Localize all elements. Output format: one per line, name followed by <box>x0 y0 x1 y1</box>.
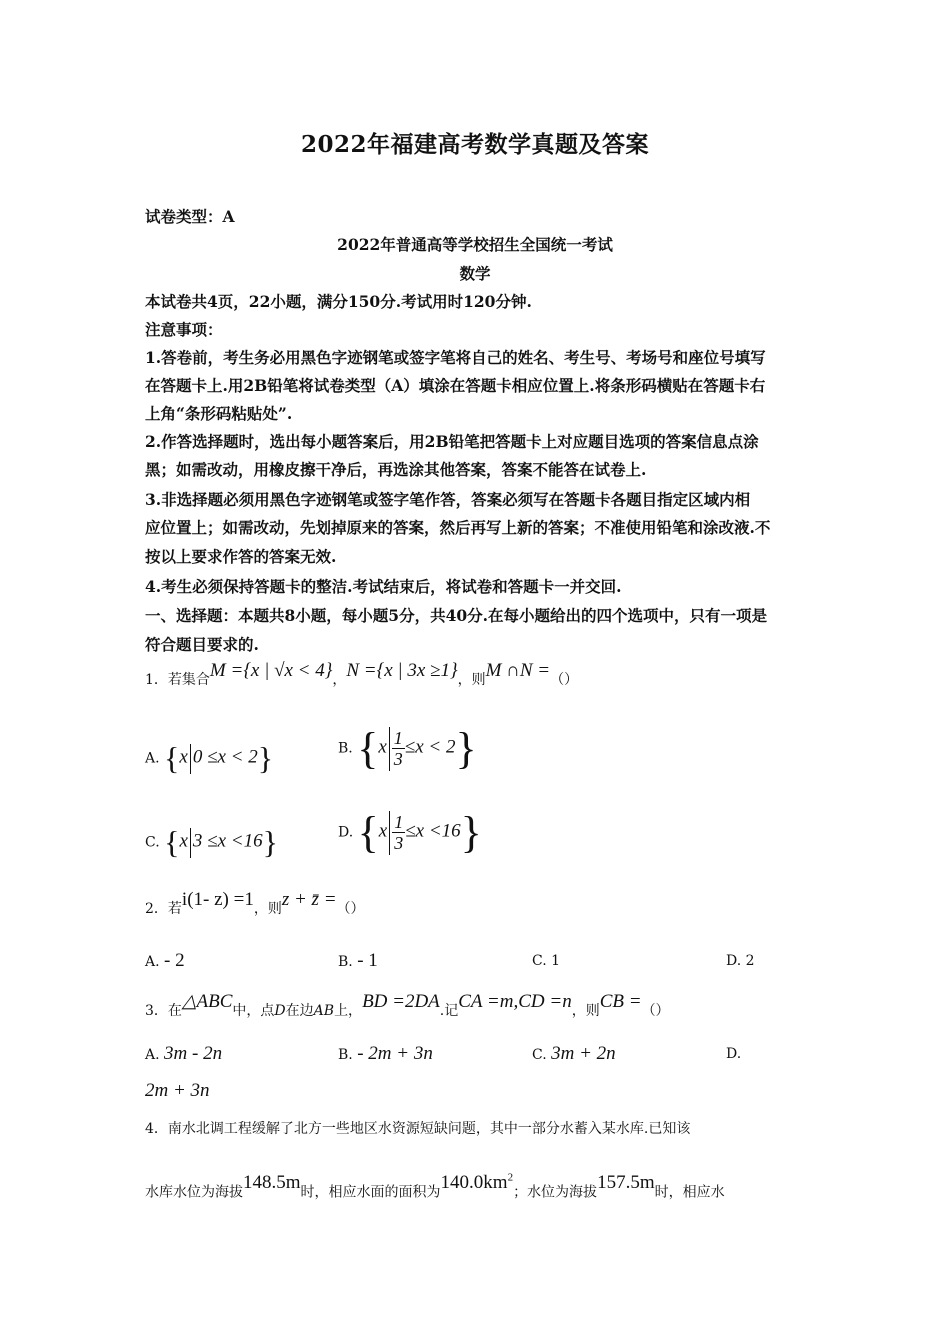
option-value: 2m + 3n <box>145 1080 210 1101</box>
q3-triangle: △ABC <box>181 991 233 1012</box>
option-label: B. <box>338 740 353 757</box>
option-rhs: ≤x <16 <box>405 820 461 842</box>
q3-then: ，则 <box>571 1003 600 1019</box>
q1-option-a: A. {x 0 ≤x < 2} <box>145 740 274 776</box>
q4-value-1: 148.5m <box>243 1172 301 1194</box>
q4-value-2 <box>441 1172 514 1193</box>
q4-value-2-base: 140.0km <box>440 1172 508 1194</box>
option-value: - 2m + 3n <box>357 1043 433 1064</box>
q2-blank: （） <box>336 901 365 917</box>
q3-option-b <box>338 1043 433 1065</box>
q4-text: 时，相应水 <box>654 1184 725 1201</box>
q3-prefix: 3．在 <box>145 1003 182 1019</box>
q2-option-c <box>532 953 560 969</box>
fraction-denominator: 3 <box>394 833 404 853</box>
notice-line: 3.非选择题必须用黑色字迹钢笔或签字笔作答，答案必须写在答题卡各题目指定区域内相 <box>145 490 751 509</box>
q3-blank: （） <box>641 1003 670 1019</box>
q3-option-a <box>145 1043 222 1065</box>
q3-option-d-value <box>145 1080 210 1102</box>
option-label: D. <box>726 953 742 969</box>
option-label: A. <box>145 954 160 970</box>
q1-blank: （） <box>550 672 579 688</box>
option-value: 2 <box>745 953 755 969</box>
q1-expr: M ∩N = <box>485 660 551 681</box>
q3-cond: BD =2DA <box>362 991 440 1012</box>
notice-line: 2.作答选择题时，选出每小题答案后，用2B铅笔把答题卡上对应题目选项的答案信息点涂 <box>145 432 759 451</box>
q4-value-3: 157.5m <box>597 1172 655 1194</box>
fraction-numerator: 1 <box>394 812 404 832</box>
q1-option-b: B. {x $\frac{1}{3}$ ≤x < 2} <box>338 724 477 773</box>
option-lhs: x <box>179 830 188 852</box>
option-value: - 1 <box>357 950 378 971</box>
question-2 <box>145 889 365 919</box>
section-heading: 一、选择题：本题共8小题，每小题5分，共40分.在每小题给出的四个选项中，只有一项是 <box>145 606 768 625</box>
q1-set-m: M ={x | √x < 4} <box>209 660 333 681</box>
option-label: C. <box>532 1047 547 1063</box>
question-1 <box>145 660 579 690</box>
q1-option-d: D. {x $\frac{1}{3}$ ≤x <16} <box>338 808 482 857</box>
q3-text: 上， <box>334 1003 363 1019</box>
q3-text: 中，点 <box>232 1003 275 1019</box>
notice-line: 黑；如需改动，用橡皮擦干净后，再选涂其他答案，答案不能答在试卷上. <box>145 460 647 479</box>
option-value: 3m + 2n <box>551 1043 616 1064</box>
question-4-line: 4．南水北调工程缓解了北方一些地区水资源短缺问题，其中一部分水蓄入某水库.已知该 <box>145 1121 691 1137</box>
fraction-numerator: 1 <box>393 728 403 748</box>
q2-prefix: 2．若 <box>145 901 182 917</box>
q2-option-b <box>338 950 378 972</box>
option-label: C. <box>532 953 547 969</box>
q1-option-c: C. {x 3 ≤x <16} <box>145 824 278 860</box>
q1-sep: ， <box>332 672 347 688</box>
notice-line: 按以上要求作答的答案无效. <box>145 547 337 566</box>
q3-text: .记 <box>439 1003 459 1019</box>
paper-type: 试卷类型：A <box>145 207 235 226</box>
q2-option-d <box>726 953 755 969</box>
q4-text: ；水位为海拔 <box>513 1184 598 1201</box>
section-heading: 符合题目要求的. <box>145 635 259 654</box>
notice-title: 注意事项： <box>145 320 223 339</box>
q3-expr: CB = <box>599 991 642 1012</box>
option-label: A. <box>145 750 160 767</box>
q4-text: 水库水位为海拔 <box>145 1184 243 1201</box>
q3-option-d-label: D. <box>726 1046 742 1062</box>
subject: 数学 <box>459 264 491 283</box>
notice-line: 上角“条形码粘贴处”. <box>145 404 293 423</box>
exam-name: 2022年普通高等学校招生全国统一考试 <box>337 235 613 254</box>
option-label: B. <box>338 1047 353 1063</box>
q1-set-n: N ={x | 3x ≥1} <box>346 660 458 681</box>
option-label: A. <box>145 1047 160 1063</box>
notice-line: 4.考生必须保持答题卡的整洁.考试结束后，将试卷和答题卡一并交回. <box>145 577 622 596</box>
q1-then: ，则 <box>457 672 486 688</box>
q3-option-c <box>532 1043 616 1065</box>
notice-line: 应位置上；如需改动，先划掉原来的答案，然后再写上新的答案；不准使用铅笔和涂改液.不 <box>145 518 771 537</box>
option-rhs: ≤x < 2 <box>404 736 456 758</box>
option-value: 3m - 2n <box>164 1043 223 1064</box>
q4-text: 时，相应水面的面积为 <box>300 1184 441 1201</box>
question-3 <box>145 991 670 1021</box>
q2-expr: z + z̄ = <box>281 889 337 910</box>
question-4-line <box>145 1172 725 1202</box>
q3-vectors: CA =m,CD =n <box>458 991 572 1012</box>
exam-info: 本试卷共4页，22小题，满分150分.考试用时120分钟. <box>145 292 532 311</box>
option-lhs: x <box>179 746 188 768</box>
option-value: 1 <box>551 953 561 969</box>
option-value: - 2 <box>164 950 185 971</box>
q3-point: D <box>274 1003 286 1019</box>
option-lhs: x <box>378 820 388 842</box>
q4-value-2-sup: 2 <box>507 1172 514 1184</box>
doc-title: 2022年福建高考数学真题及答案 <box>300 131 649 158</box>
q2-option-a <box>145 950 185 972</box>
notice-line: 在答题卡上.用2B铅笔将试卷类型（A）填涂在答题卡相应位置上.将条形码横贴在答题卡右 <box>145 376 766 395</box>
fraction-denominator: 3 <box>393 749 403 769</box>
q3-text: 在边 <box>285 1003 314 1019</box>
q1-prefix: 1．若集合 <box>145 672 210 688</box>
q2-cond: i(1- z) =1 <box>181 889 254 910</box>
option-label: D. <box>338 824 354 841</box>
option-rhs: 0 ≤x < 2 <box>192 746 258 768</box>
option-lhs: x <box>378 736 387 758</box>
q2-then: ，则 <box>253 901 282 917</box>
option-label: B. <box>338 954 353 970</box>
notice-line: 1.答卷前，考生务必用黑色字迹钢笔或签字笔将自己的姓名、考生号、考场号和座位号填写 <box>145 348 766 367</box>
option-label: C. <box>145 834 160 851</box>
option-rhs: 3 ≤x <16 <box>192 830 263 852</box>
q3-side: AB <box>313 1003 335 1019</box>
